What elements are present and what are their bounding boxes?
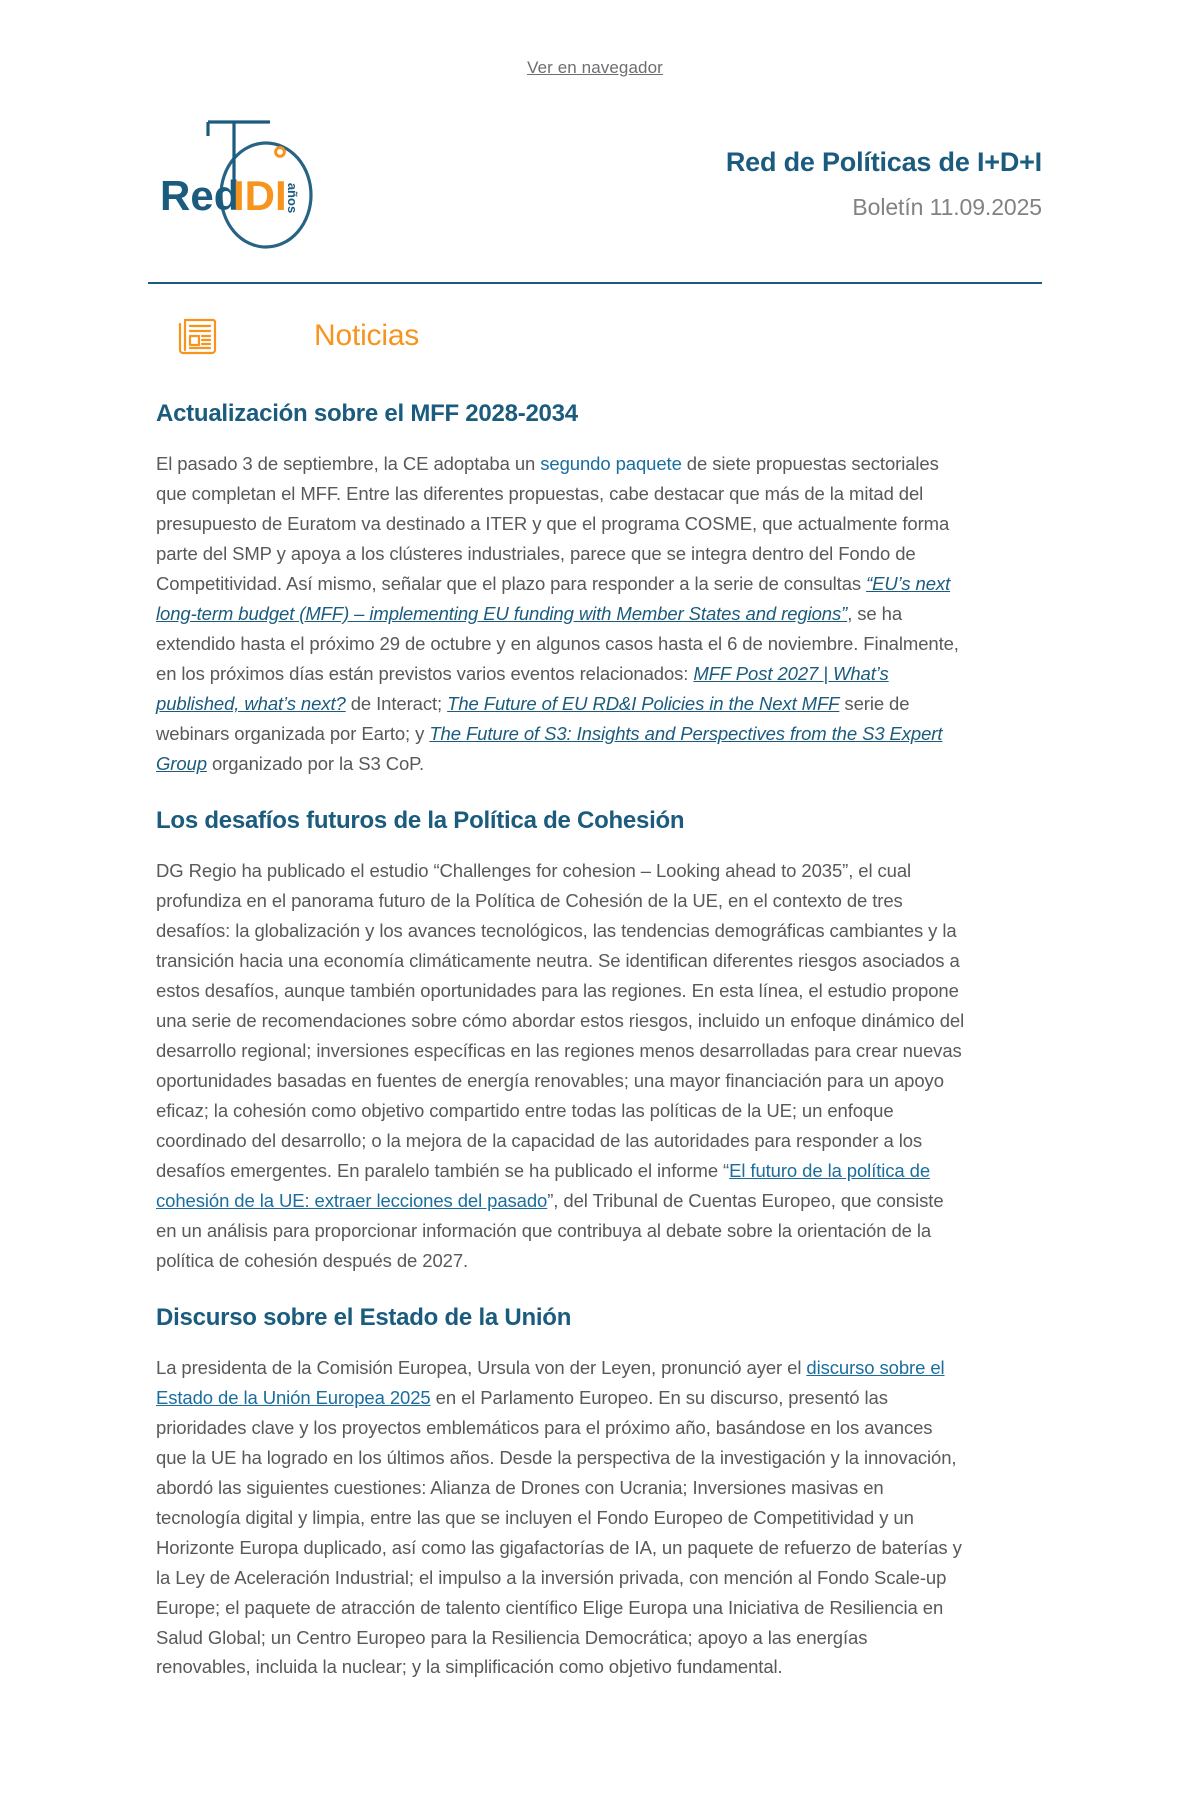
article-link[interactable]: “EU’s next long-term budget (MFF) – implementing EU funding with Member States and regions” — [156, 573, 951, 625]
article-link[interactable]: segundo paquete — [540, 453, 682, 475]
svg-text:años: años — [285, 182, 300, 214]
article-title: Los desafíos futuros de la Política de Cohesión — [156, 806, 685, 834]
bottom-spacer — [156, 1696, 1042, 1736]
article-link[interactable]: The Future of S3: Insights and Perspectives from the S3 Expert Group — [156, 722, 943, 774]
article-link[interactable]: MFF Post 2027 | What’s published, what’s next? — [156, 662, 889, 714]
site-title: Red de Políticas de I+D+I — [725, 147, 1042, 177]
header-titles — [378, 110, 1042, 221]
redidi-logo[interactable] — [148, 110, 378, 260]
article-title: Actualización sobre el MFF 2028-2034 — [156, 400, 578, 427]
section-title: Noticias — [314, 319, 420, 352]
preheader — [0, 0, 1190, 84]
article-body: La presidenta de la Comisión Europea, Ursula von der Leyen, pronunció ayer el discurso sobre el Estado de la Unión Europea 2025 en el Parlamento Europeo. En su discurso, presentó las prioridades clave y los proyectos emblemáticos para el próximo año, basándose en los avances que la UE ha logrado en los últimos años. Desde la perspectiva de la investigación y la innovación, abordó las siguientes cuestiones: Alianza de Drones con Ucrania; Inversiones masivas en tecnología digital y limpia, entre las que se incluyen el Fondo Europeo de Competitividad y un Horizonte Europa duplicado, así como las gigafactorías de IA, un paquete de refuerzo de baterías y la Ley de Aceleración Industrial; el impulso a la inversión privada, con mención al Fondo Scale-up Europe; el paquete de atracción de talento científico Elige Europa una Iniciativa de Resiliencia en Salud Global; un Centro Europeo para la Resiliencia Democrática; apoyo a las energías renovables, incluida la nuclear; y la simplificación como objetivo fundamental. — [156, 1356, 962, 1678]
newspaper-icon — [176, 314, 220, 358]
article-mff — [156, 398, 1042, 779]
issue-date: Boletín 11.09.2025 — [852, 193, 1042, 220]
article-link[interactable]: El futuro de la política de cohesión de la UE: extraer lecciones del pasado — [156, 1159, 931, 1211]
article-state-of-union — [156, 1302, 1042, 1683]
view-in-browser-link[interactable]: Ver en navegador — [527, 58, 663, 77]
article-link[interactable]: The Future of EU RD&I Policies in the Next MFF — [447, 692, 840, 714]
article-body: DG Regio ha publicado el estudio “Challenges for cohesion – Looking ahead to 2035”, el cual profundiza en el panorama futuro de la Política de Cohesión de la UE, en el contexto de tres desafíos: la globalización y los avances tecnológicos, las tendencias demográficas cambiantes y la transición hacia una economía climáticamente neutra. Se identifican diferentes riesgos asociados a estos desafíos, aunque también oportunidades para las regiones. En esta línea, el estudio propone una serie de recomendaciones sobre cómo abordar estos riesgos, incluido un enfoque dinámico del desarrollo regional; inversiones específicas en las regiones menos desarrolladas para crear nuevas oportunidades basadas en fuentes de energía renovables; una mayor financiación para un apoyo eficaz; la cohesión como objetivo compartido entre todas las políticas de la UE; un enfoque coordinado del desarrollo; o la mejora de la capacidad de las autoridades para responder a los desafíos emergentes. En paralelo también se ha publicado el informe “El futuro de la política de cohesión de la UE: extraer lecciones del pasado”, del Tribunal de Cuentas Europeo, que consiste en un análisis para proporcionar información que contribuya al debate sobre la orientación de la política de cohesión después de 2027. — [156, 860, 965, 1271]
article-title: Discurso sobre el Estado de la Unión — [156, 1303, 572, 1331]
article-body: El pasado 3 de septiembre, la CE adoptaba un segundo paquete de siete propuestas sectoriales que completan el MFF. Entre las diferentes propuestas, cabe destacar que más de la mitad del presupuesto de Euratom va destinado a ITER y que el programa COSME, que actualmente forma parte del SMP y apoya a los clústeres industriales, parece que se integra dentro del Fondo de Competitividad. Así mismo, señalar que el plazo para responder a la serie de consultas “EU’s next long-term budget (MFF) – implementing EU funding with Member States and regions”, se ha extendido hasta el próximo 29 de octubre y en algunos casos hasta el 6 de noviembre. Finalmente, en los próximos días están previstos varios eventos relacionados: MFF Post 2027 | What’s published, what’s next? de Interact; The Future of EU RD&I Policies in the Next MFF serie de webinars organizada por Earto; y The Future of S3: Insights and Perspectives from the S3 Expert Group organizado por la S3 CoP. — [156, 453, 959, 774]
svg-text:Red: Red — [160, 172, 240, 219]
article-link[interactable]: discurso sobre el Estado de la Unión Europea 2025 — [156, 1356, 945, 1408]
newsletter-header — [0, 84, 1190, 260]
articles-container — [0, 358, 1190, 1796]
svg-text:IDI: IDI — [233, 172, 287, 219]
section-header-noticias — [0, 284, 1190, 358]
article-cohesion — [156, 805, 1042, 1276]
